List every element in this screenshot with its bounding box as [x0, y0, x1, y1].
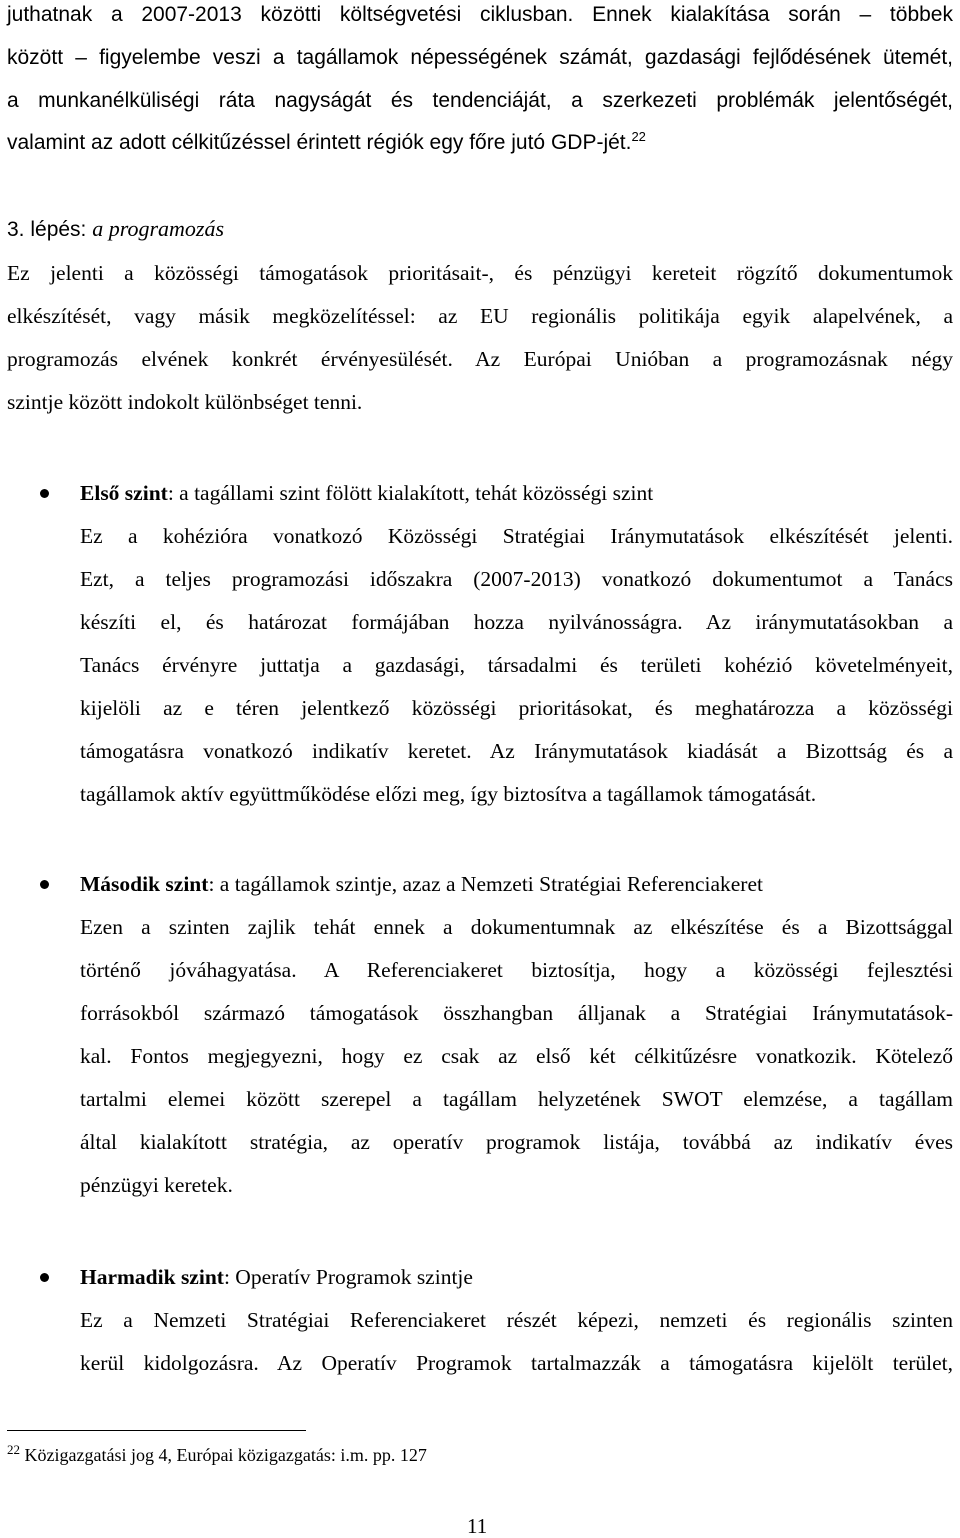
footnote [7, 1442, 427, 1465]
bullet-icon [40, 489, 49, 498]
level-line: kal. Fontos megjegyezni, hogy ez csak az első két célkitűzésre vonatkozik. Kötelező [80, 1044, 953, 1068]
level-heading: Harmadik szint: Operatív Programok szintje [80, 1265, 473, 1289]
step-heading: 3. lépés: a programozás [7, 216, 225, 241]
level-line: Tanács érvényre juttatja a gazdasági, társadalmi és területi kohézió követelményeit, [80, 653, 953, 677]
level-line: kijelöli az e téren jelentkező közösségi prioritásokat, és meghatározza a közösségi [80, 696, 953, 720]
level-line: Ez a Nemzeti Stratégiai Referenciakeret részét képezi, nemzeti és regionális szinten [80, 1308, 953, 1332]
footnote-divider [7, 1430, 306, 1431]
level-line: támogatásra vonatkozó indikatív keretet. Az Iránymutatások kiadását a Bizottság és a [80, 739, 953, 763]
level-line: történő jóváhagyatása. A Referenciakeret biztosítja, hogy a közösségi fejlesztési [80, 958, 953, 982]
footnote-text: Közigazgatási jog 4, Európai közigazgatás: i.m. pp. 127 [20, 1445, 427, 1465]
level-line: kerül kidolgozásra. Az Operatív Programok tartalmazzák a támogatásra kijelölt terület, [80, 1351, 953, 1375]
level-line: által kialakított stratégia, az operatív programok listája, továbbá az indikatív éves [80, 1130, 953, 1154]
step-line: programozás elvének konkrét érvényesülését. Az Európai Unióban a programozásnak négy [7, 347, 953, 371]
level-line: Ezen a szinten zajlik tehát ennek a dokumentumnak az elkészítése és a Bizottsággal [80, 915, 953, 939]
level-title: Második szint [80, 872, 209, 896]
step-line: szintje között indokolt különbséget tenni. [7, 390, 363, 414]
step-line: Ez jelenti a közösségi támogatások prioritásait-, és pénzügyi kereteit rögzítő dokumentumok [7, 261, 953, 285]
page-number: 11 [467, 1514, 488, 1538]
bullet-icon [40, 1273, 49, 1282]
footnote-reference: 22 [631, 129, 646, 144]
level-line: forrásokból származó támogatások összhangban álljanak a Stratégiai Iránymutatások- [80, 1001, 953, 1025]
level-line: tagállamok aktív együttműködése előzi meg, így biztosítva a tagállamok támogatását. [80, 782, 817, 806]
intro-line: között – figyelembe veszi a tagállamok népességének számát, gazdasági fejlődésének ütemét, [7, 46, 953, 69]
level-title: Első szint [80, 481, 168, 505]
intro-line: juthatnak a 2007-2013 közötti költségvetési ciklusban. Ennek kialakítása során – többek [7, 3, 953, 26]
level-line: készíti el, és határozat formájában hozza nyilvánosságra. Az iránymutatásokban a [80, 610, 953, 634]
footnote-number: 22 [7, 1442, 20, 1457]
level-line: pénzügyi keretek. [80, 1173, 233, 1197]
level-heading: Első szint: a tagállami szint fölött kialakított, tehát közösségi szint [80, 481, 654, 505]
step-title: a programozás [92, 216, 225, 241]
intro-line: a munkanélküliségi ráta nagyságát és tendenciáját, a szerkezeti problémák jelentőségét, [7, 89, 953, 112]
step-line: elkészítését, vagy másik megközelítéssel: az EU regionális politikája egyik alapelvének, a [7, 304, 953, 328]
level-line: tartalmi elemei között szerepel a tagállam helyzetének SWOT elemzése, a tagállam [80, 1087, 953, 1111]
bullet-icon [40, 880, 49, 889]
level-line: Ez a kohézióra vonatkozó Közösségi Stratégiai Iránymutatások elkészítését jelenti. [80, 524, 953, 548]
level-line: Ezt, a teljes programozási időszakra (2007-2013) vonatkozó dokumentumot a Tanács [80, 567, 953, 591]
intro-line-last: valamint az adott célkitűzéssel érintett régiók egy főre jutó GDP-jét.$^{22}$ [7, 129, 646, 154]
level-heading: Második szint: a tagállamok szintje, azaz a Nemzeti Stratégiai Referenciakeret [80, 872, 763, 896]
level-title: Harmadik szint [80, 1265, 224, 1289]
